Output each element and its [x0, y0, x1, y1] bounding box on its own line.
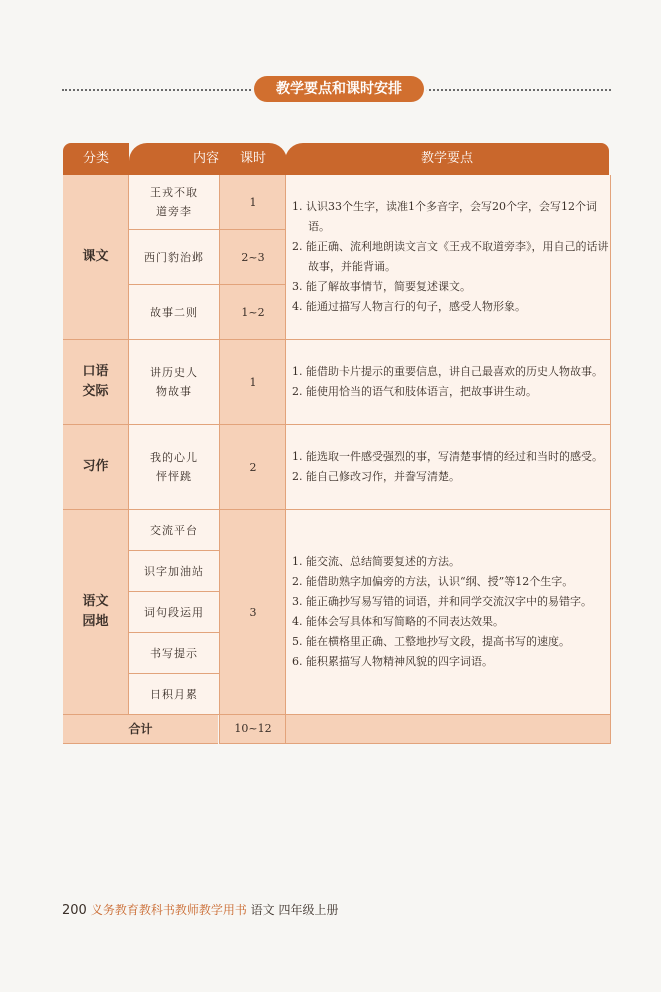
- lesson-plan-table: [63, 143, 609, 743]
- total-label: 合计: [63, 715, 218, 744]
- content-cell: 西门豹治邺: [128, 230, 219, 285]
- subject: 语文: [250, 903, 275, 917]
- column-header-points: 教学要点: [285, 143, 609, 175]
- total-empty-cell: [285, 715, 611, 744]
- section-header: [62, 76, 611, 102]
- content-cell: 王戎不取 道旁李: [128, 175, 219, 230]
- teaching-point: 4. 能通过描写人物言行的句子，感受人物形象。: [292, 300, 526, 313]
- teaching-point: 4. 能体会写具体和写简略的不同表达效果。: [292, 615, 504, 628]
- teaching-point: 1. 认识33个生字，读准1个多音字，会写20个字，会写12个词语。: [292, 200, 597, 233]
- category-cell: 课文: [63, 175, 128, 340]
- teaching-point: 5. 能在横格里正确、工整地抄写文段，提高书写的速度。: [292, 635, 570, 648]
- teaching-point: 3. 能正确抄写易写错的词语，并和同学交流汉字中的易错字。: [292, 595, 592, 608]
- total-hours: 10~12: [219, 715, 286, 744]
- category-cell: 口语 交际: [63, 340, 128, 425]
- points-cell: [285, 340, 611, 425]
- teaching-point: 6. 能积累描写人物精神风貌的四字词语。: [292, 655, 493, 668]
- column-header-category: 分类: [63, 143, 129, 175]
- content-cell: 书写提示: [128, 633, 219, 674]
- points-cell: [285, 425, 611, 510]
- points-cell: [285, 510, 611, 715]
- hours-cell: 1~2: [219, 285, 286, 340]
- points-cell: [285, 175, 611, 340]
- column-header-hours: 课时: [219, 143, 287, 175]
- content-cell: 故事二则: [128, 285, 219, 340]
- teaching-point: 1. 能选取一件感受强烈的事，写清楚事情的经过和当时的感受。: [292, 450, 603, 463]
- content-cell: 我的心儿 怦怦跳: [128, 425, 219, 510]
- page-number: 200: [62, 903, 87, 918]
- content-cell: 识字加油站: [128, 551, 219, 592]
- teaching-point: 3. 能了解故事情节，简要复述课文。: [292, 280, 471, 293]
- teaching-point: 2. 能使用恰当的语气和肢体语言，把故事讲生动。: [292, 385, 537, 398]
- content-cell: 交流平台: [128, 510, 219, 551]
- hours-cell: 1: [219, 340, 286, 425]
- column-header-content-label: 内容: [192, 151, 219, 166]
- page-footer: [62, 901, 339, 918]
- teaching-point: 2. 能自己修改习作，并誊写清楚。: [292, 470, 460, 483]
- hours-cell: 2~3: [219, 230, 286, 285]
- teaching-point: 1. 能借助卡片提示的重要信息，讲自己最喜欢的历史人物故事。: [292, 365, 603, 378]
- hours-cell: 3: [219, 510, 286, 715]
- teaching-point: 1. 能交流、总结简要复述的方法。: [292, 555, 460, 568]
- section-title: 教学要点和课时安排: [254, 76, 424, 102]
- teaching-point: 2. 能正确、流利地朗读文言文《王戎不取道旁李》，用自己的话讲故事，并能背诵。: [292, 240, 609, 273]
- teaching-point: 2. 能借助熟字加偏旁的方法，认识“纲、授”等12个生字。: [292, 575, 574, 588]
- content-cell: 词句段运用: [128, 592, 219, 633]
- grade: 四年级上册: [278, 903, 339, 917]
- category-cell: 语文 园地: [63, 510, 128, 715]
- hours-cell: 1: [219, 175, 286, 230]
- hours-cell: 2: [219, 425, 286, 510]
- category-cell: 习作: [63, 425, 128, 510]
- book-title: 义务教育教科书教师教学用书: [90, 903, 247, 917]
- content-cell: 讲历史人 物故事: [128, 340, 219, 425]
- content-cell: 日积月累: [128, 674, 219, 715]
